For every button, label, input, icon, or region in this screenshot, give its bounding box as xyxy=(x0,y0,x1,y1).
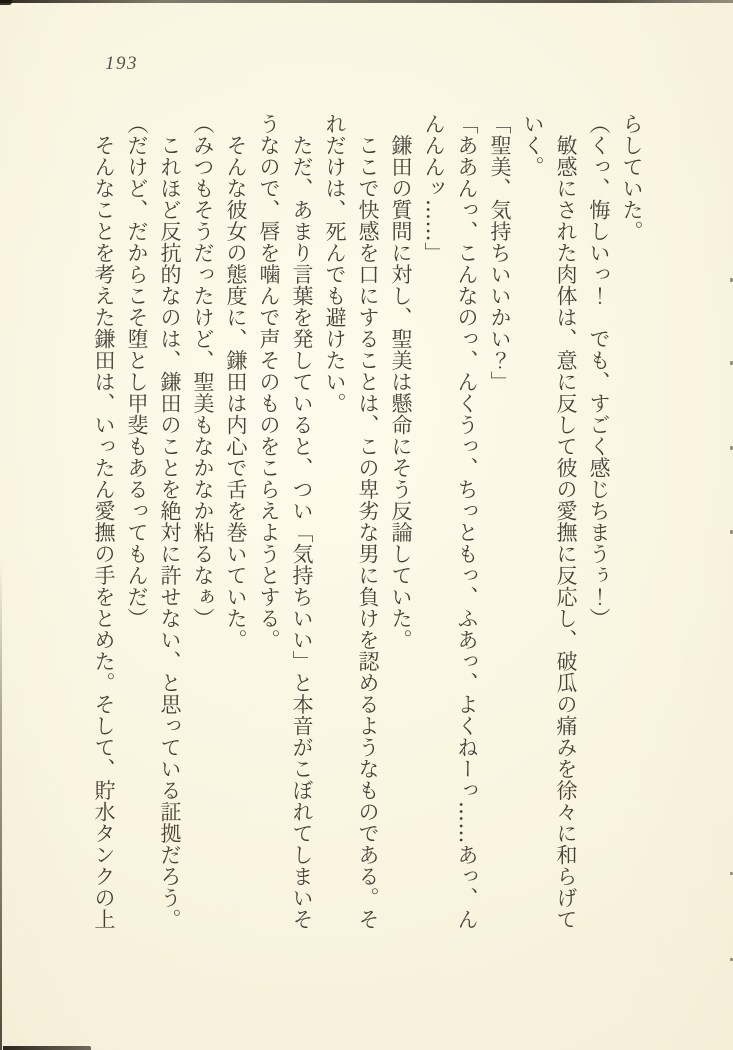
text-column-16: （だけど、だからこそ堕とし甲斐もあるってもんだ） xyxy=(125,113,149,629)
text-column-7: んんんッ……」 xyxy=(422,113,446,264)
page-number: 193 xyxy=(105,53,138,74)
text-column-13: そんな彼女の態度に、鎌田は内心で舌を巻いていた。 xyxy=(224,113,248,651)
text-column-17: そんなことを考えた鎌田は、いったん愛撫の手をとめた。そして、貯水タンクの上 xyxy=(92,113,116,930)
text-column-15: これほど反抗的なのは、鎌田のことを絶対に許せない、と思っている証拠だろう。 xyxy=(158,113,182,930)
scan-edge-bottom-left xyxy=(3,1046,91,1050)
text-column-14: （みつもそうだったけど、聖美もなかなか粘るなぁ） xyxy=(191,113,215,629)
scan-edge-left xyxy=(0,560,2,1050)
text-column-11: ただ、あまり言葉を発していると、つい「気持ちいい」と本音がこぼれてしまいそ xyxy=(290,113,314,930)
scan-edge-top xyxy=(0,0,733,3)
text-column-6: 「ああんっ、こんなのっ、んくうっ、ちっともっ、ふあっ、よくねーっ……あっ、ん xyxy=(455,113,479,930)
text-column-4: いく。 xyxy=(521,113,545,178)
text-column-10: れだけは、死んでも避けたい。 xyxy=(323,113,347,414)
body-text-block xyxy=(87,113,648,949)
text-column-1: らしていた。 xyxy=(620,113,644,242)
text-column-5: 「聖美、気持ちいいかい？」 xyxy=(488,113,512,393)
text-column-9: ここで快感を口にすることは、この卑劣な男に負けを認めるようなものである。そ xyxy=(356,113,380,930)
text-column-3: 敏感にされた肉体は、意に反して彼の愛撫に反応し、破瓜の痛みを徐々に和らげて xyxy=(554,113,578,930)
text-column-8: 鎌田の質問に対し、聖美は懸命にそう反論していた。 xyxy=(389,113,413,651)
text-column-12: うなので、唇を噛んで声そのものをこらえようとする。 xyxy=(257,113,281,651)
scan-edge-top-left xyxy=(0,0,12,5)
text-column-2: （くっ、悔しいっ！ でも、すごく感じちまうぅ！） xyxy=(587,113,611,629)
